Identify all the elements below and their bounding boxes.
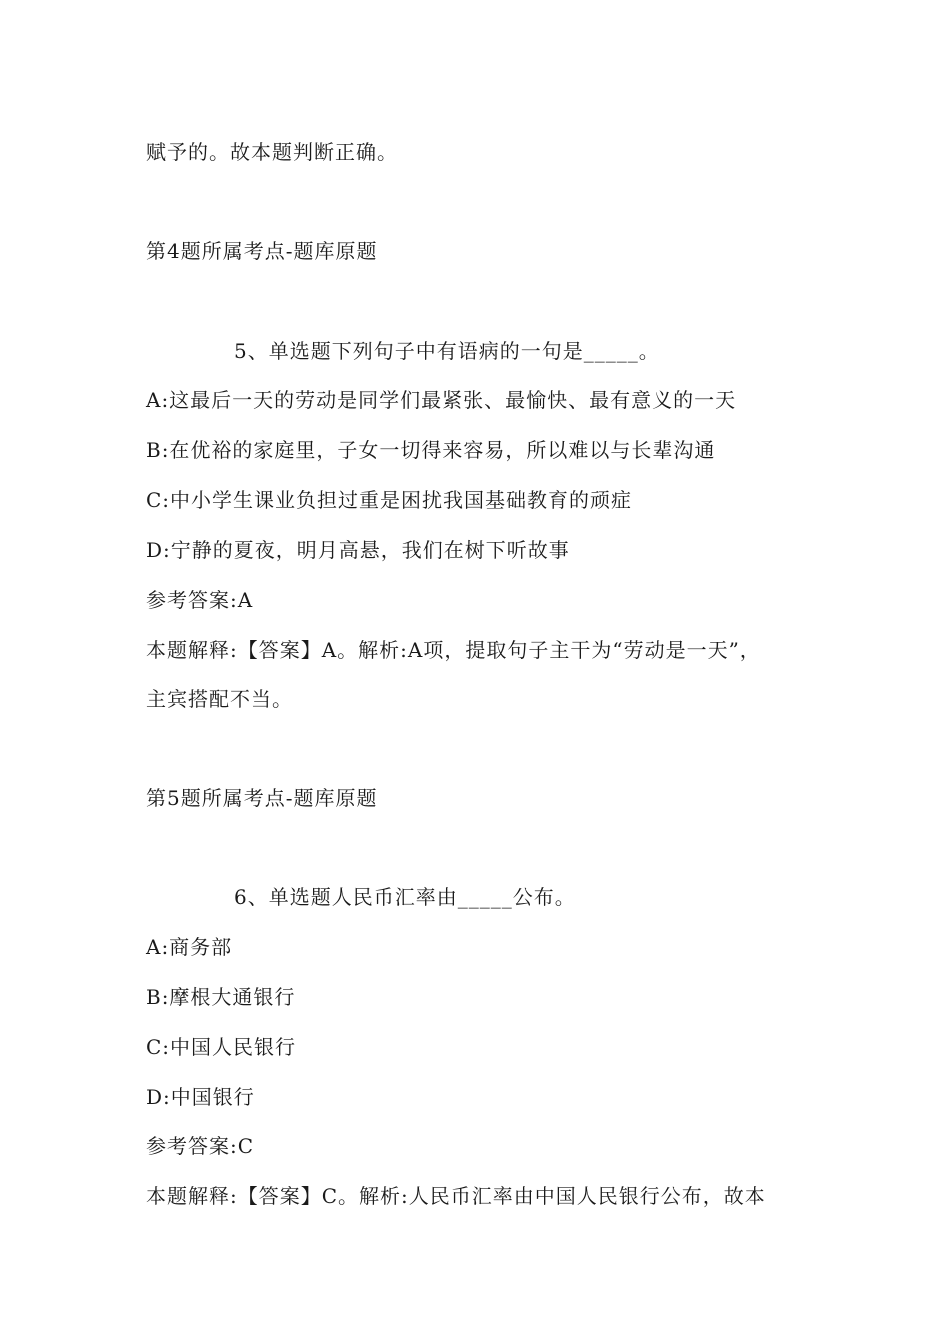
question-5-answer: 参考答案:A: [146, 588, 254, 612]
question-5-explanation-line-2: 主宾搭配不当。: [146, 687, 293, 711]
question-5-option-b: B:在优裕的家庭里，子女一切得来容易，所以难以与长辈沟通: [146, 438, 716, 462]
question-5-option-c: C:中小学生课业负担过重是困扰我国基础教育的顽症: [146, 488, 633, 512]
question-6-answer: 参考答案:C: [146, 1134, 255, 1158]
question-6-option-b: B:摩根大通银行: [146, 985, 296, 1009]
question-4-topic: 第4题所属考点-题库原题: [146, 239, 378, 263]
question-6-option-c: C:中国人民银行: [146, 1035, 297, 1059]
question-5-option-d: D:宁静的夏夜，明月高悬，我们在树下听故事: [146, 538, 570, 562]
question-5-stem: 5、单选题下列句子中有语病的一句是_____。: [234, 339, 660, 363]
question-6-option-a: A:商务部: [146, 935, 233, 959]
previous-explanation-tail: 赋予的。故本题判断正确。: [146, 140, 398, 164]
question-5-option-a: A:这最后一天的劳动是同学们最紧张、最愉快、最有意义的一天: [146, 388, 737, 412]
question-6-stem: 6、单选题人民币汇率由_____公布。: [234, 885, 576, 909]
question-6-explanation-line-1: 本题解释:【答案】C。解析:人民币汇率由中国人民银行公布，故本: [146, 1184, 766, 1208]
question-5-topic: 第5题所属考点-题库原题: [146, 786, 378, 810]
question-6-option-d: D:中国银行: [146, 1085, 255, 1109]
question-5-explanation-line-1: 本题解释:【答案】A。解析:A项，提取句子主干为“劳动是一天”，: [146, 638, 761, 662]
